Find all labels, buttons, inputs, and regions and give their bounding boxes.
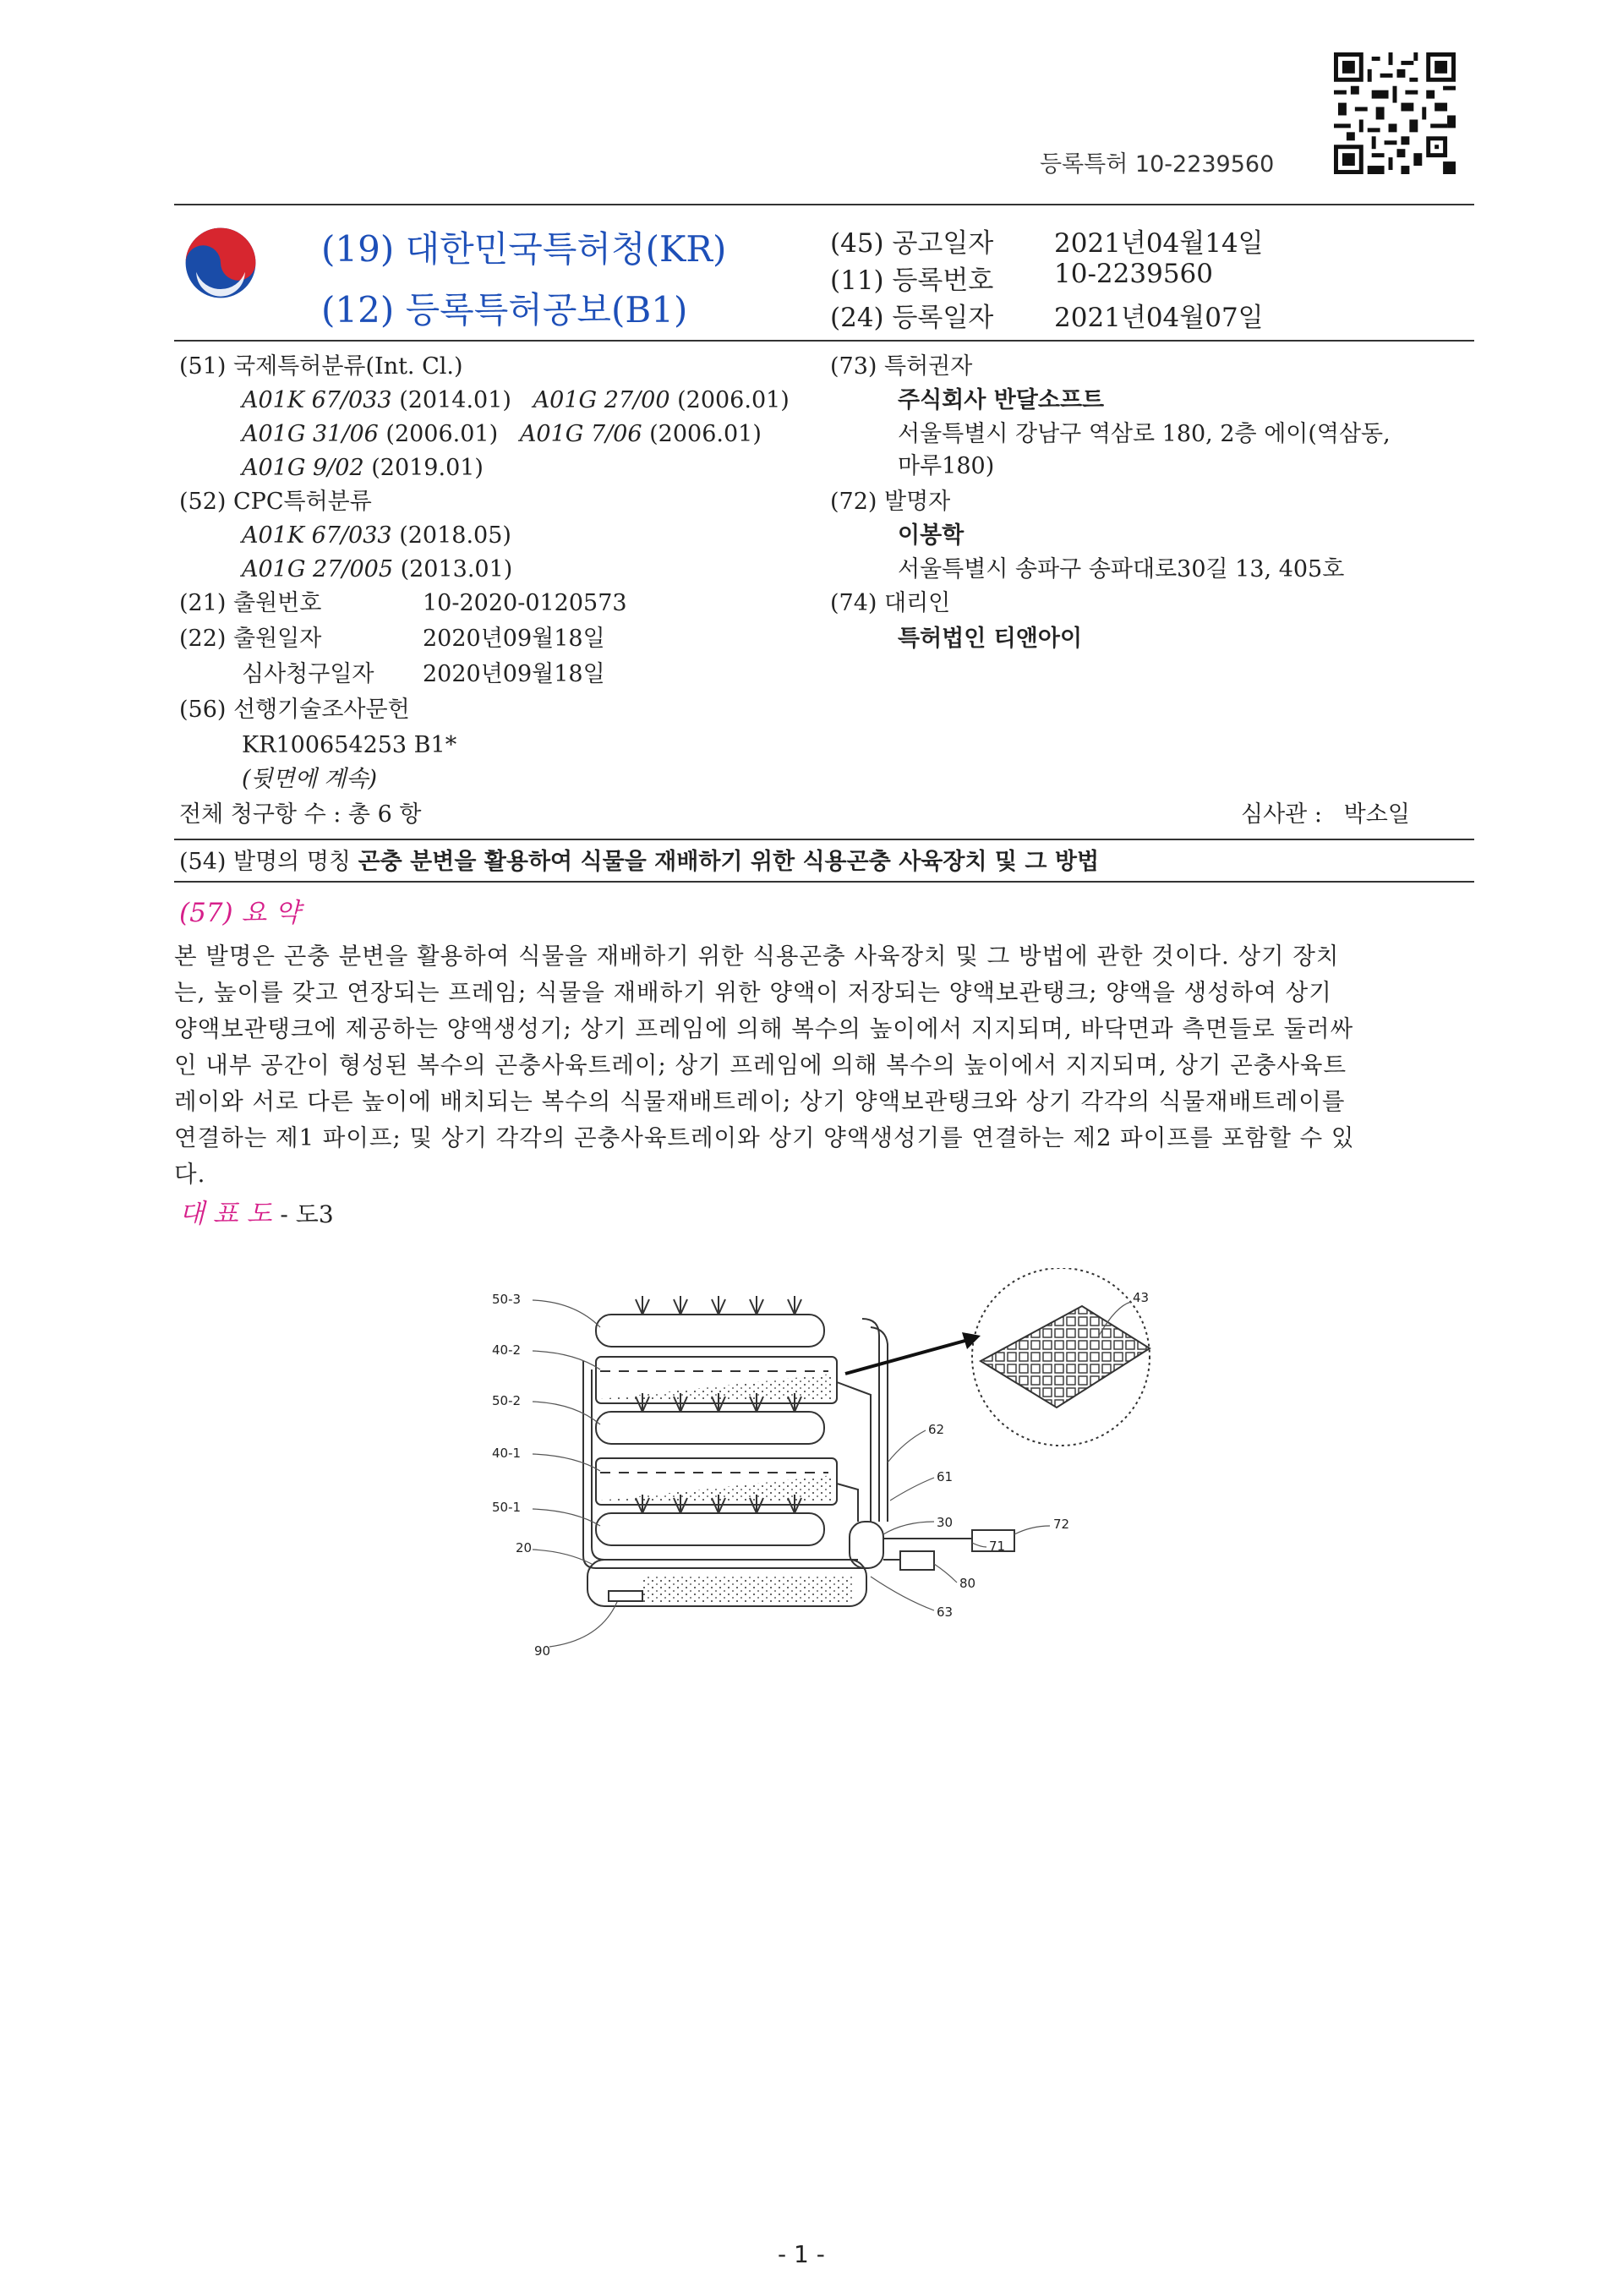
top-registration-number: 등록특허 10-2239560 xyxy=(1040,151,1275,178)
fig-label: 43 xyxy=(1133,1290,1150,1305)
claims-divider xyxy=(174,839,1474,840)
inventor-address: 서울특별시 송파구 송파대로30길 13, 405호 xyxy=(898,556,1345,582)
pub-label: (24) 등록일자 xyxy=(830,303,994,333)
abstract-line: 연결하는 제1 파이프; 및 상기 각각의 곤충사육트레이와 상기 양액생성기를 연결하는 제2 파이프를 포함할 수 있 xyxy=(174,1124,1355,1151)
cpc-label: (52) CPC특허분류 xyxy=(179,489,372,515)
exam-date: 2020년09월18일 xyxy=(423,661,605,687)
kipo-emblem-icon xyxy=(183,225,259,301)
abstract-line: 인 내부 공간이 형성된 복수의 곤충사육트레이; 상기 프레임에 의해 복수의 높이에서 지지되며, 상기 곤충사육트 xyxy=(174,1052,1347,1079)
representative-figure-drawing xyxy=(473,1268,1209,1792)
fig-label: 71 xyxy=(989,1539,1006,1554)
pub-value: 2021년04월07일 xyxy=(1054,303,1264,333)
abstract-line: 양액보관탱크에 제공하는 양액생성기; 상기 프레임에 의해 복수의 높이에서 지지되며, 바닥면과 측면들로 둘러싸 xyxy=(174,1015,1354,1042)
fig-label: 90 xyxy=(534,1643,551,1659)
application-number: 10-2020-0120573 xyxy=(423,590,627,616)
fig-label: 62 xyxy=(928,1422,945,1437)
owner-label: (73) 특허권자 xyxy=(830,353,973,380)
prior-art-doc: KR100654253 B1* xyxy=(242,732,457,758)
fig-label: 40-2 xyxy=(492,1342,522,1358)
publication-type-heading: (12) 등록특허공보(B1) xyxy=(321,289,688,331)
owner-address-line2: 마루180) xyxy=(898,453,995,479)
int-cl-row: A01G 31/06 (2006.01) A01G 7/06 (2006.01) xyxy=(242,421,762,447)
pub-label: (11) 등록번호 xyxy=(830,265,994,296)
invention-title: 곤충 분변을 활용하여 식물을 재배하기 위한 식용곤충 사육장치 및 그 방법 xyxy=(358,849,1100,875)
agent-name: 특허법인 티앤아이 xyxy=(898,626,1083,652)
representative-figure xyxy=(179,1192,334,1230)
int-cl-row: A01K 67/033 (2014.01) A01G 27/00 (2006.01) xyxy=(242,387,790,413)
abstract-line: 는, 높이를 갖고 연장되는 프레임; 식물을 재배하기 위한 양액이 저장되는 양액보관탱크; 양액을 생성하여 상기 xyxy=(174,979,1332,1006)
application-number-label: (21) 출원번호 xyxy=(179,590,322,616)
abstract-body xyxy=(174,938,1471,1193)
pub-value: 10-2239560 xyxy=(1054,259,1213,289)
agent-label: (74) 대리인 xyxy=(830,590,951,616)
exam-date-label: 심사청구일자 xyxy=(242,661,374,687)
fig-label: 40-1 xyxy=(492,1446,522,1461)
office-heading: (19) 대한민국특허청(KR) xyxy=(321,228,727,270)
owner-address-line1: 서울특별시 강남구 역삼로 180, 2층 에이(역삼동, xyxy=(898,421,1391,447)
abstract-line: 다. xyxy=(174,1161,206,1188)
int-cl-label: (51) 국제특허분류(Int. Cl.) xyxy=(179,353,463,380)
examiner: 심사관 : 박소일 xyxy=(1241,801,1410,828)
abstract-heading: (57) 요 약 xyxy=(179,898,301,928)
fig-label: 63 xyxy=(937,1604,954,1620)
cpc-row: A01K 67/033 (2018.05) xyxy=(242,522,511,549)
header-divider xyxy=(174,340,1474,342)
abstract-line: 본 발명은 곤충 분변을 활용하여 식물을 재배하기 위한 식용곤충 사육장치 및 그 방법에 관한 것이다. 상기 장치 xyxy=(174,943,1340,970)
top-divider xyxy=(174,204,1474,205)
cpc-row: A01G 27/005 (2013.01) xyxy=(242,556,513,582)
publication-info xyxy=(830,221,1456,331)
title-label: (54) 발명의 명칭 xyxy=(179,849,351,875)
fig-label: 61 xyxy=(937,1469,954,1484)
prior-art-label: (56) 선행기술조사문헌 xyxy=(179,697,410,723)
total-claims: 전체 청구항 수 : 총 6 항 xyxy=(179,801,422,828)
rep-value: - 도3 xyxy=(280,1200,334,1228)
rep-label: 대 표 도 xyxy=(179,1199,272,1229)
fig-label: 30 xyxy=(937,1515,954,1530)
fig-label: 20 xyxy=(516,1540,533,1555)
inventor-name: 이봉학 xyxy=(898,522,965,549)
pub-label: (45) 공고일자 xyxy=(830,228,994,259)
inventor-label: (72) 발명자 xyxy=(830,489,951,515)
int-cl-row: A01G 9/02 (2019.01) xyxy=(242,455,484,481)
owner-name: 주식회사 반달소프트 xyxy=(898,387,1105,413)
fig-label: 72 xyxy=(1053,1517,1070,1532)
application-date: 2020년09월18일 xyxy=(423,626,605,652)
qr-code[interactable] xyxy=(1334,52,1456,174)
abstract-line: 레이와 서로 다른 높이에 배치되는 복수의 식물재배트레이; 상기 양액보관탱크와 상기 각각의 식물재배트레이를 xyxy=(174,1088,1346,1115)
invention-title-row xyxy=(179,845,1099,879)
page-number: - 1 - xyxy=(778,2240,825,2268)
fig-label: 80 xyxy=(959,1576,976,1591)
continued-note: (뒷면에 계속) xyxy=(242,766,378,792)
fig-label: 50-3 xyxy=(492,1292,522,1307)
fig-label: 50-1 xyxy=(492,1500,522,1515)
fig-label: 50-2 xyxy=(492,1393,522,1408)
application-date-label: (22) 출원일자 xyxy=(179,626,322,652)
title-divider xyxy=(174,881,1474,883)
pub-value: 2021년04월14일 xyxy=(1054,228,1264,259)
